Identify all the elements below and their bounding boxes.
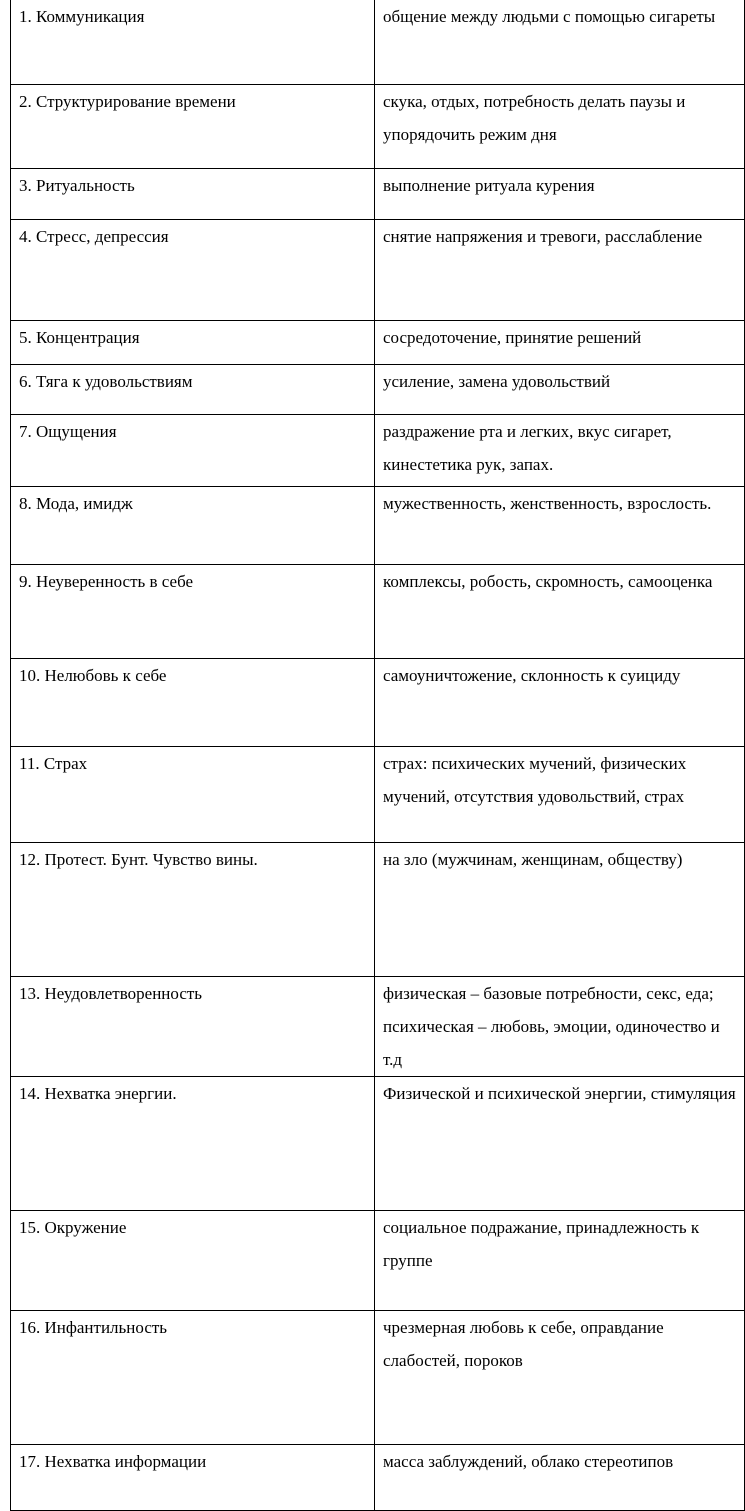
reason-cell: 10. Нелюбовь к себе — [11, 658, 375, 746]
description-cell: чрезмерная любовь к себе, оправдание слабостей, пороков — [375, 1310, 745, 1444]
table-row — [11, 658, 745, 746]
description-cell: выполнение ритуала курения — [375, 168, 745, 219]
table-row — [11, 1076, 745, 1210]
description-cell: физическая – базовые потребности, секс, еда; психическая – любовь, эмоции, одиночество и т.д — [375, 976, 745, 1076]
table-row — [11, 1444, 745, 1510]
table-row — [11, 0, 745, 84]
description-cell: снятие напряжения и тревоги, расслабление — [375, 219, 745, 320]
description-cell: раздражение рта и легких, вкус сигарет, кинестетика рук, запах. — [375, 414, 745, 486]
reason-cell: 8. Мода, имидж — [11, 486, 375, 564]
reason-cell: 4. Стресс, депрессия — [11, 219, 375, 320]
table-row — [11, 1210, 745, 1310]
description-cell: скука, отдых, потребность делать паузы и упорядочить режим дня — [375, 84, 745, 168]
table-row — [11, 168, 745, 219]
description-cell: общение между людьми с помощью сигареты — [375, 0, 745, 84]
table-row — [11, 564, 745, 658]
reason-cell: 5. Концентрация — [11, 320, 375, 364]
table-row — [11, 219, 745, 320]
reason-cell: 14. Нехватка энергии. — [11, 1076, 375, 1210]
table-row — [11, 414, 745, 486]
reasons-table — [10, 0, 745, 1511]
table-row — [11, 842, 745, 976]
table-row — [11, 1310, 745, 1444]
reason-cell: 12. Протест. Бунт. Чувство вины. — [11, 842, 375, 976]
reason-cell: 13. Неудовлетворенность — [11, 976, 375, 1076]
description-cell: социальное подражание, принадлежность к группе — [375, 1210, 745, 1310]
reason-cell: 17. Нехватка информации — [11, 1444, 375, 1510]
description-cell: комплексы, робость, скромность, самооценка — [375, 564, 745, 658]
reason-cell: 9. Неуверенность в себе — [11, 564, 375, 658]
reason-cell: 7. Ощущения — [11, 414, 375, 486]
table-row — [11, 976, 745, 1076]
reason-cell: 2. Структурирование времени — [11, 84, 375, 168]
table-row — [11, 486, 745, 564]
description-cell: мужественность, женственность, взрослость. — [375, 486, 745, 564]
description-cell: на зло (мужчинам, женщинам, обществу) — [375, 842, 745, 976]
description-cell: самоуничтожение, склонность к суициду — [375, 658, 745, 746]
reason-cell: 1. Коммуникация — [11, 0, 375, 84]
table-row — [11, 320, 745, 364]
table-row — [11, 84, 745, 168]
reasons-table-body — [11, 0, 745, 1510]
reason-cell: 3. Ритуальность — [11, 168, 375, 219]
description-cell: усиление, замена удовольствий — [375, 364, 745, 414]
description-cell: сосредоточение, принятие решений — [375, 320, 745, 364]
reason-cell: 6. Тяга к удовольствиям — [11, 364, 375, 414]
description-cell: страх: психических мучений, физических мучений, отсутствия удовольствий, страх — [375, 746, 745, 842]
table-row — [11, 364, 745, 414]
description-cell: Физической и психической энергии, стимуляция — [375, 1076, 745, 1210]
description-cell: масса заблуждений, облако стереотипов — [375, 1444, 745, 1510]
table-row — [11, 746, 745, 842]
reason-cell: 16. Инфантильность — [11, 1310, 375, 1444]
reason-cell: 15. Окружение — [11, 1210, 375, 1310]
reason-cell: 11. Страх — [11, 746, 375, 842]
